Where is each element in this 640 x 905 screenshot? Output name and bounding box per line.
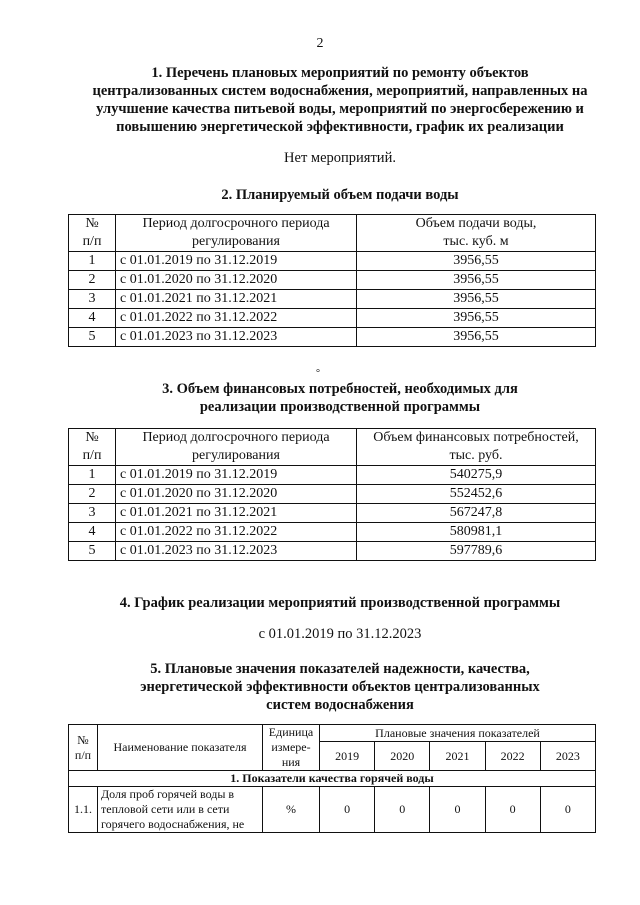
group-title: 1. Показатели качества горячей воды <box>69 771 596 787</box>
header-text: Период долгосрочного периода <box>142 430 330 445</box>
page-number: 2 <box>316 36 324 51</box>
header-text: регулирования <box>192 234 280 249</box>
table-row <box>69 787 596 833</box>
row-num: 1 <box>69 252 116 271</box>
section2-title: 2. Планируемый объем подачи воды <box>221 187 459 203</box>
stray-mark: ° <box>316 368 320 379</box>
row-value: 0 <box>375 787 430 833</box>
row-value: 580981,1 <box>357 523 596 542</box>
col-header-planned: Плановые значения показателей <box>320 725 596 742</box>
table-header-row <box>69 725 596 742</box>
row-value: 0 <box>485 787 540 833</box>
section1-title-line: улучшение качества питьевой воды, мероприятий по энергосбережению и <box>96 101 584 117</box>
row-num: 5 <box>69 328 116 347</box>
row-name <box>98 787 263 833</box>
table-group-row <box>69 771 596 787</box>
row-period: с 01.01.2021 по 31.12.2021 <box>116 290 357 309</box>
row-num: 1.1. <box>69 787 98 833</box>
header-text: № <box>85 430 99 445</box>
header-text: Объем финансовых потребностей, <box>373 430 579 445</box>
row-period: с 01.01.2021 по 31.12.2021 <box>116 504 357 523</box>
row-period: с 01.01.2020 по 31.12.2020 <box>116 485 357 504</box>
row-value: 3956,55 <box>357 309 596 328</box>
table-row <box>69 504 596 523</box>
row-value: 0 <box>430 787 485 833</box>
table-row <box>69 252 596 271</box>
col-header-year: 2019 <box>320 742 375 771</box>
section5-title-line: 5. Плановые значения показателей надежности, качества, <box>150 661 530 677</box>
row-value: 597789,6 <box>357 542 596 561</box>
col-header-year: 2021 <box>430 742 485 771</box>
header-text: Объем подачи воды, <box>415 216 537 231</box>
row-value: 540275,9 <box>357 466 596 485</box>
header-text: п/п <box>82 234 102 249</box>
col-header-name: Наименование показателя <box>98 725 263 771</box>
row-value: 3956,55 <box>357 252 596 271</box>
section4-period: с 01.01.2019 по 31.12.2023 <box>258 626 422 642</box>
row-value: 3956,55 <box>357 271 596 290</box>
col-header-value <box>357 215 596 252</box>
header-text: № <box>77 732 89 747</box>
table-row <box>69 309 596 328</box>
header-text: измере- <box>271 740 311 754</box>
col-header-num <box>69 215 116 252</box>
header-text: ния <box>281 755 301 769</box>
row-num: 4 <box>69 309 116 328</box>
header-text: тыс. куб. м <box>443 234 509 249</box>
col-header-unit <box>263 725 320 771</box>
header-text: п/п <box>82 448 102 463</box>
row-period: с 01.01.2019 по 31.12.2019 <box>116 252 357 271</box>
table-row <box>69 485 596 504</box>
table-row <box>69 466 596 485</box>
row-name-line: тепловой сети или в сети <box>101 802 230 816</box>
row-num: 3 <box>69 504 116 523</box>
row-period: с 01.01.2022 по 31.12.2022 <box>116 523 357 542</box>
table-row <box>69 271 596 290</box>
section3-title-line: 3. Объем финансовых потребностей, необходимых для <box>162 381 518 397</box>
row-num: 5 <box>69 542 116 561</box>
row-period: с 01.01.2023 по 31.12.2023 <box>116 328 357 347</box>
header-text: Период долгосрочного периода <box>142 216 330 231</box>
row-value: 3956,55 <box>357 290 596 309</box>
header-text: тыс. руб. <box>449 448 503 463</box>
table-header-row <box>69 215 596 252</box>
row-period: с 01.01.2022 по 31.12.2022 <box>116 309 357 328</box>
section1-title <box>60 64 620 136</box>
row-value: 0 <box>540 787 595 833</box>
section1-title-line: 1. Перечень плановых мероприятий по ремонту объектов <box>151 65 529 81</box>
section4-title: 4. График реализации мероприятий производственной программы <box>119 595 561 611</box>
section5-title <box>60 660 620 714</box>
header-text: № <box>85 216 99 231</box>
section3-title <box>60 380 620 416</box>
row-num: 2 <box>69 485 116 504</box>
row-period: с 01.01.2020 по 31.12.2020 <box>116 271 357 290</box>
header-text: п/п <box>74 747 92 762</box>
table-row <box>69 290 596 309</box>
row-name-line: горячего водоснабжения, не <box>101 817 245 831</box>
row-value: 552452,6 <box>357 485 596 504</box>
col-header-year: 2022 <box>485 742 540 771</box>
row-num: 4 <box>69 523 116 542</box>
header-text: Единица <box>268 725 314 739</box>
col-header-year: 2020 <box>375 742 430 771</box>
header-text: регулирования <box>192 448 280 463</box>
section1-title-line: повышению энергетической эффективности, график их реализации <box>116 119 564 135</box>
section1-note: Нет мероприятий. <box>284 150 396 166</box>
row-num: 3 <box>69 290 116 309</box>
row-value: 3956,55 <box>357 328 596 347</box>
row-name-line: Доля проб горячей воды в <box>101 787 235 801</box>
col-header-num <box>69 725 98 771</box>
col-header-period <box>116 215 357 252</box>
row-num: 2 <box>69 271 116 290</box>
indicators-table <box>68 724 596 833</box>
col-header-period <box>116 429 357 466</box>
section3-title-line: реализации производственной программы <box>199 399 481 415</box>
table-row <box>69 542 596 561</box>
water-supply-table <box>68 214 596 347</box>
section5-title-line: систем водоснабжения <box>266 697 414 713</box>
col-header-value <box>357 429 596 466</box>
table-row <box>69 523 596 542</box>
row-period: с 01.01.2019 по 31.12.2019 <box>116 466 357 485</box>
col-header-num <box>69 429 116 466</box>
table-header-row <box>69 429 596 466</box>
section1-title-line: централизованных систем водоснабжения, мероприятий, направленных на <box>92 83 588 99</box>
row-unit: % <box>263 787 320 833</box>
row-period: с 01.01.2023 по 31.12.2023 <box>116 542 357 561</box>
row-value: 567247,8 <box>357 504 596 523</box>
row-value: 0 <box>320 787 375 833</box>
row-num: 1 <box>69 466 116 485</box>
financial-needs-table <box>68 428 596 561</box>
section5-title-line: энергетической эффективности объектов централизованных <box>140 679 540 695</box>
col-header-year: 2023 <box>540 742 595 771</box>
table-row <box>69 328 596 347</box>
